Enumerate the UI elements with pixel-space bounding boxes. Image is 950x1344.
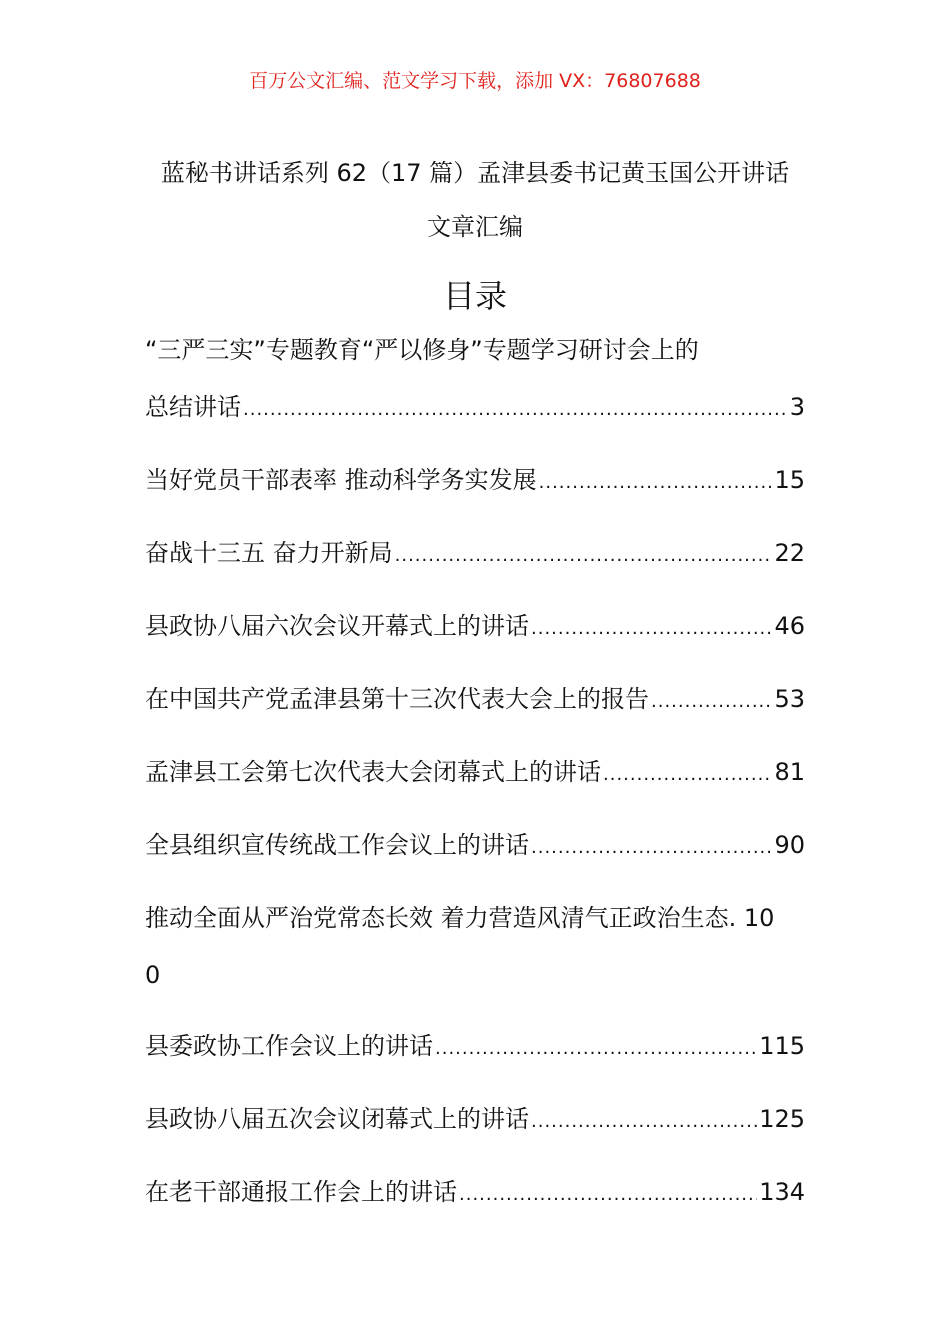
- toc-leader-dots: [531, 1093, 757, 1150]
- toc-entry-title: 在中国共产党孟津县第十三次代表大会上的报告: [145, 685, 649, 713]
- toc-entry-title: 县委政协工作会议上的讲话: [145, 1032, 433, 1060]
- toc-heading: 目录: [442, 277, 507, 315]
- toc-leader-dots: [603, 746, 772, 803]
- toc-entry-7[interactable]: [145, 817, 805, 876]
- toc-entry-page: 81: [774, 758, 805, 786]
- toc-entry-page: 15: [774, 466, 805, 494]
- toc-entry-title: 奋战十三五 奋力开新局: [145, 539, 393, 567]
- toc-leader-dots: [243, 381, 788, 438]
- document-title: [140, 146, 810, 254]
- toc-entry-2[interactable]: [145, 452, 805, 511]
- toc-leader-dots: [531, 819, 772, 876]
- toc-entry-5[interactable]: [145, 671, 805, 730]
- toc-leader-dots: [651, 673, 772, 730]
- toc-entry-8[interactable]: [145, 890, 805, 1004]
- toc-entry-10[interactable]: [145, 1091, 805, 1150]
- toc-entry-9[interactable]: [145, 1018, 805, 1077]
- toc-entry-page: 115: [759, 1032, 805, 1060]
- toc-leader-dots: [531, 600, 772, 657]
- toc-list: [145, 322, 805, 1237]
- toc-entry-page: 90: [774, 831, 805, 859]
- document-title-line-2: 文章汇编: [427, 213, 523, 241]
- toc-entry-title: 当好党员干部表率 推动科学务实发展: [145, 466, 537, 494]
- toc-entry-page: 22: [774, 539, 805, 567]
- toc-entry-title: 全县组织宣传统战工作会议上的讲话: [145, 831, 529, 859]
- toc-entry-1-title-line-2: 总结讲话: [145, 393, 241, 421]
- toc-leader-dots: [395, 527, 773, 584]
- toc-entry-6[interactable]: [145, 744, 805, 803]
- toc-entry-title: 县政协八届五次会议闭幕式上的讲话: [145, 1105, 529, 1133]
- toc-entry-4[interactable]: [145, 598, 805, 657]
- toc-entry-title: 在老干部通报工作会上的讲话: [145, 1178, 457, 1206]
- document-title-line-1: 蓝秘书讲话系列 62（17 篇）孟津县委书记黄玉国公开讲话: [160, 159, 790, 187]
- toc-leader-dots: [539, 454, 773, 511]
- toc-entry-page: 134: [759, 1178, 805, 1206]
- toc-entry-page: 53: [774, 685, 805, 713]
- toc-entry-8-line-1: 推动全面从严治党常态长效 着力营造风清气正政治生态. 10: [145, 904, 775, 932]
- header-note: [0, 66, 950, 96]
- header-note-text: 百万公文汇编、范文学习下载，添加 VX：76807688: [249, 70, 701, 92]
- toc-entry-1[interactable]: [145, 322, 805, 438]
- toc-entry-1-title-line-1: “三严三实”专题教育“严以修身”专题学习研讨会上的: [145, 336, 699, 364]
- toc-leader-dots: [435, 1020, 757, 1077]
- toc-entry-1-page: 3: [789, 393, 805, 421]
- toc-entry-page: 46: [774, 612, 805, 640]
- toc-entry-8-line-2: 0: [145, 961, 161, 989]
- toc-leader-dots: [459, 1166, 757, 1223]
- toc-entry-11[interactable]: [145, 1164, 805, 1223]
- toc-entry-3[interactable]: [145, 525, 805, 584]
- toc-entry-title: 县政协八届六次会议开幕式上的讲话: [145, 612, 529, 640]
- toc-entry-page: 125: [759, 1105, 805, 1133]
- toc-entry-title: 孟津县工会第七次代表大会闭幕式上的讲话: [145, 758, 601, 786]
